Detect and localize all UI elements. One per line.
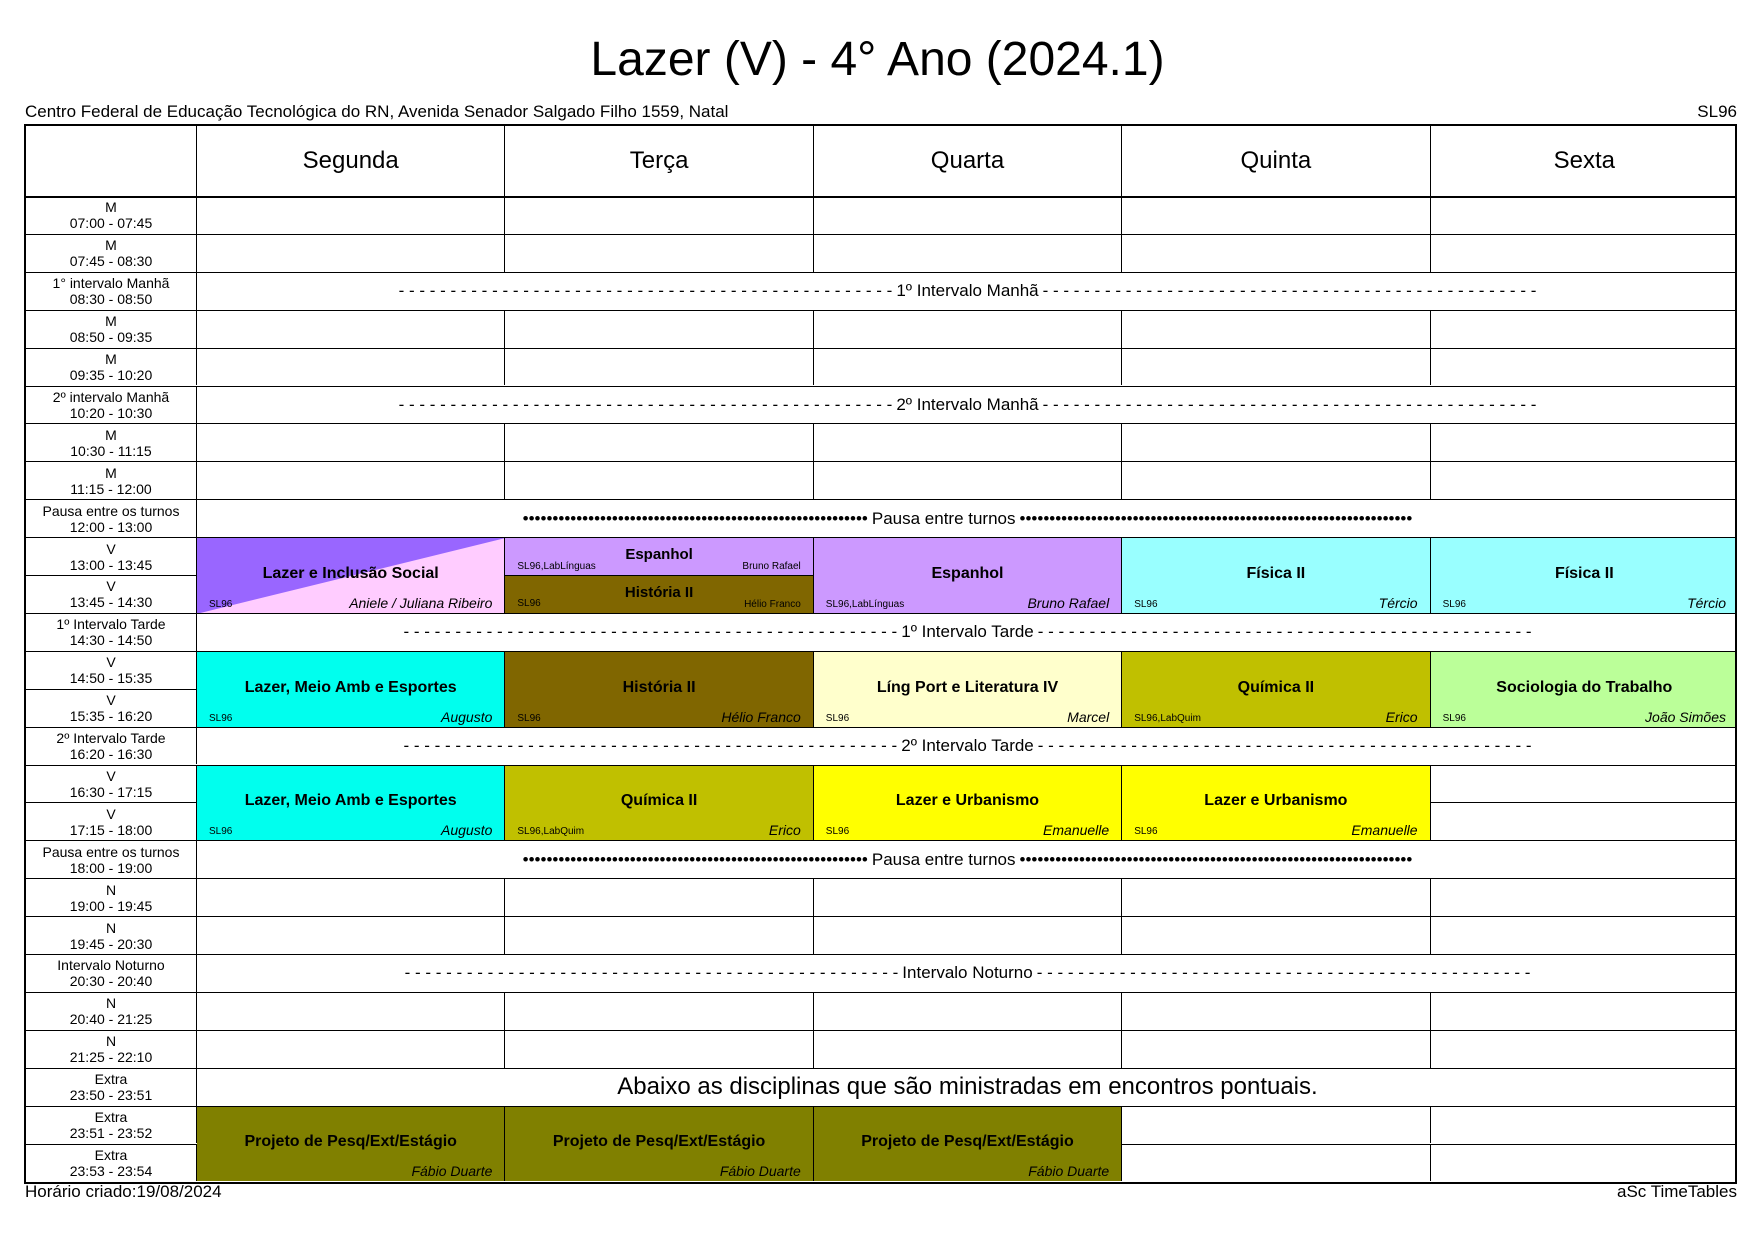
lesson-teacher: Marcel: [1067, 708, 1110, 725]
lesson-subject: Projeto de Pesq/Ext/Estágio: [244, 1133, 457, 1151]
lesson-subject: Química II: [1237, 678, 1315, 696]
lesson-teacher: Emanuelle: [1351, 822, 1418, 839]
break-label: 1º Intervalo Tarde: [901, 622, 1034, 642]
break-label: Intervalo Noturno: [902, 963, 1033, 983]
lesson-room: SL96: [517, 712, 541, 724]
period-time: 15:35 - 16:20: [69, 708, 153, 725]
period-label: [26, 1030, 197, 1068]
empty-slot[interactable]: [814, 348, 1122, 386]
period-time: 23:53 - 23:54: [69, 1162, 153, 1179]
empty-slot[interactable]: [1431, 878, 1737, 916]
break-leader: - - - - - - - - - - - - - - - - - - - - - - - - - - - - - - - - - - - - - - - - - - - - - - - -: [398, 394, 893, 414]
empty-slot[interactable]: [197, 310, 505, 348]
empty-slot[interactable]: [1122, 992, 1430, 1030]
lesson-subject: Projeto de Pesq/Ext/Estágio: [552, 1133, 766, 1151]
empty-slot[interactable]: [505, 1030, 813, 1068]
period-label: [26, 234, 197, 272]
empty-slot[interactable]: [197, 423, 505, 461]
period-label: [26, 802, 197, 840]
period-time: 20:40 - 21:25: [69, 1011, 153, 1028]
period-time: 13:00 - 13:45: [69, 556, 153, 573]
empty-slot[interactable]: [197, 878, 505, 916]
lesson-teacher: Erico: [1385, 708, 1418, 725]
period-time: 10:30 - 11:15: [70, 442, 152, 459]
lesson-teacher: Fábio Duarte: [719, 1163, 801, 1180]
empty-slot[interactable]: [814, 916, 1122, 954]
period-label: [26, 878, 197, 916]
day-header-1: Segunda: [197, 126, 505, 196]
lesson-card[interactable]: [1122, 765, 1430, 841]
lesson-card[interactable]: [197, 765, 505, 841]
period-label: [26, 727, 197, 765]
break-label: Abaixo as disciplinas que são ministradas em encontros pontuais.: [617, 1073, 1318, 1101]
period-label: [26, 386, 197, 424]
lesson-room: SL96: [825, 826, 850, 838]
break-label: 1º Intervalo Manhã: [896, 281, 1039, 301]
lesson-room: SL96: [825, 712, 850, 724]
period-time: 11:15 - 12:00: [70, 480, 152, 497]
break-leader: - - - - - - - - - - - - - - - - - - - - - - - - - - - - - - - - - - - - - - - - - - - - - - - -: [1042, 394, 1537, 414]
empty-slot[interactable]: [1122, 196, 1430, 234]
lesson-teacher: Fábio Duarte: [411, 1163, 493, 1180]
break-row: [197, 727, 1737, 765]
lesson-subject: Lazer e Inclusão Social: [262, 564, 439, 582]
empty-slot[interactable]: [1431, 234, 1737, 272]
break-leader: ••••••••••••••••••••••••••••••••••••••••••••••••••••••••••: [522, 849, 868, 869]
period-name: Extra: [94, 1071, 128, 1088]
period-time: 23:51 - 23:52: [69, 1125, 153, 1142]
empty-slot[interactable]: [814, 992, 1122, 1030]
empty-slot[interactable]: [1122, 461, 1430, 499]
day-header-4: Quinta: [1122, 126, 1430, 196]
break-row: [197, 1068, 1737, 1106]
lesson-room: SL96,LabLínguas: [517, 560, 596, 572]
lesson-room: SL96: [209, 712, 233, 724]
empty-slot[interactable]: [1122, 348, 1430, 386]
empty-slot[interactable]: [505, 916, 813, 954]
period-label: [26, 916, 197, 954]
empty-slot[interactable]: [1122, 310, 1430, 348]
lesson-card[interactable]: [197, 651, 505, 727]
period-label: [26, 992, 197, 1030]
period-label: [26, 613, 197, 651]
empty-slot[interactable]: [1431, 461, 1737, 499]
lesson-subject: Lazer, Meio Amb e Esportes: [244, 678, 457, 696]
lesson-room: SL96: [517, 597, 541, 609]
empty-slot[interactable]: [197, 1030, 505, 1068]
break-leader: ••••••••••••••••••••••••••••••••••••••••••••••••••••••••••••••••••: [1019, 849, 1413, 869]
lesson-card[interactable]: [814, 651, 1122, 727]
empty-slot[interactable]: [505, 234, 813, 272]
period-time: 13:45 - 14:30: [69, 594, 153, 611]
lesson-room: SL96,LabLínguas: [825, 598, 905, 610]
empty-slot[interactable]: [1431, 196, 1737, 234]
lesson-subject: Sociologia do Trabalho: [1496, 678, 1673, 696]
period-name: N: [105, 1033, 117, 1050]
empty-slot[interactable]: [814, 423, 1122, 461]
empty-slot[interactable]: [1122, 878, 1430, 916]
period-label: [26, 954, 197, 992]
break-leader: - - - - - - - - - - - - - - - - - - - - - - - - - - - - - - - - - - - - - - - - - - - - - - - -: [1037, 736, 1532, 756]
empty-slot[interactable]: [814, 310, 1122, 348]
empty-slot[interactable]: [1431, 992, 1737, 1030]
break-leader: - - - - - - - - - - - - - - - - - - - - - - - - - - - - - - - - - - - - - - - - - - - - - - - -: [404, 963, 899, 983]
period-name: Intervalo Noturno: [57, 957, 165, 974]
empty-slot[interactable]: [814, 878, 1122, 916]
empty-slot[interactable]: [1431, 802, 1737, 840]
period-label: [26, 1144, 197, 1182]
lesson-subject: Espanhol: [625, 546, 693, 564]
period-label: [26, 348, 197, 386]
empty-slot[interactable]: [1431, 765, 1737, 803]
period-name: 2º intervalo Manhã: [52, 388, 170, 405]
empty-slot[interactable]: [1431, 348, 1737, 386]
empty-slot[interactable]: [197, 348, 505, 386]
day-header-3: Quarta: [814, 126, 1122, 196]
lesson-subject: História II: [624, 584, 694, 601]
empty-slot[interactable]: [1431, 423, 1737, 461]
header-corner: [26, 126, 197, 196]
period-time: 19:45 - 20:30: [69, 935, 153, 952]
period-time: 12:00 - 13:00: [69, 518, 153, 535]
period-name: V: [106, 805, 116, 822]
empty-slot[interactable]: [1122, 916, 1430, 954]
period-label: [26, 840, 197, 878]
period-label: [26, 310, 197, 348]
lesson-card[interactable]: [505, 1106, 813, 1182]
break-leader: - - - - - - - - - - - - - - - - - - - - - - - - - - - - - - - - - - - - - - - - - - - - - - - -: [398, 281, 893, 301]
software-credit: aSc TimeTables: [1617, 1182, 1737, 1201]
break-label: 2º Intervalo Manhã: [896, 394, 1039, 414]
lesson-subject: Lazer e Urbanismo: [1204, 792, 1348, 810]
period-name: M: [105, 426, 117, 443]
lesson-teacher: Augusto: [441, 708, 493, 725]
school-address: Centro Federal de Educação Tecnológica do RN, Avenida Senador Salgado Filho 1559, Natal: [25, 102, 729, 121]
break-row: [197, 272, 1737, 310]
lesson-room: SL96: [1442, 598, 1466, 610]
period-time: 07:45 - 08:30: [69, 253, 153, 270]
break-row: [197, 499, 1737, 537]
period-time: 21:25 - 22:10: [69, 1049, 153, 1066]
period-time: 14:50 - 15:35: [69, 670, 153, 687]
empty-slot[interactable]: [197, 234, 505, 272]
period-time: 08:50 - 09:35: [69, 329, 153, 346]
period-label: [26, 575, 197, 613]
lesson-subject: Espanhol: [931, 564, 1004, 582]
break-leader: - - - - - - - - - - - - - - - - - - - - - - - - - - - - - - - - - - - - - - - - - - - - - - - -: [403, 622, 898, 642]
period-name: Pausa entre os turnos: [42, 843, 180, 860]
lesson-teacher: Emanuelle: [1043, 822, 1110, 839]
period-time: 18:00 - 19:00: [69, 859, 153, 876]
period-label: [26, 537, 197, 575]
period-label: [26, 1068, 197, 1106]
lesson-room: SL96,LabQuim: [517, 826, 585, 838]
period-name: Extra: [94, 1146, 128, 1163]
empty-slot[interactable]: [1431, 1144, 1737, 1182]
lesson-card[interactable]: [814, 1106, 1122, 1182]
lesson-card[interactable]: [197, 537, 505, 613]
break-leader: ••••••••••••••••••••••••••••••••••••••••••••••••••••••••••••••••••: [1019, 508, 1413, 528]
lesson-card[interactable]: [1122, 537, 1430, 613]
day-header-5: Sexta: [1431, 126, 1737, 196]
period-time: 10:20 - 10:30: [69, 404, 153, 421]
lesson-teacher: Tércio: [1687, 594, 1726, 611]
lesson-card[interactable]: [505, 537, 813, 575]
lesson-subject: Líng Port e Literatura IV: [876, 678, 1059, 696]
empty-slot[interactable]: [814, 461, 1122, 499]
lesson-card[interactable]: [505, 575, 813, 613]
empty-slot[interactable]: [1122, 234, 1430, 272]
period-time: 20:30 - 20:40: [69, 973, 153, 990]
break-label: 2º Intervalo Tarde: [901, 736, 1034, 756]
period-time: 09:35 - 10:20: [69, 367, 153, 384]
empty-slot[interactable]: [1122, 1144, 1430, 1182]
empty-slot[interactable]: [505, 423, 813, 461]
empty-slot[interactable]: [1122, 423, 1430, 461]
period-name: M: [105, 313, 117, 330]
period-name: Extra: [94, 1109, 128, 1126]
lesson-subject: Física II: [1554, 564, 1614, 582]
lesson-teacher: Tércio: [1378, 594, 1418, 611]
period-name: V: [106, 540, 116, 557]
period-name: 1° intervalo Manhã: [52, 275, 170, 292]
empty-slot[interactable]: [197, 196, 505, 234]
period-label: [26, 499, 197, 537]
break-row: [197, 386, 1737, 424]
period-name: 1º Intervalo Tarde: [56, 616, 166, 633]
lesson-card[interactable]: [814, 765, 1122, 841]
empty-slot[interactable]: [505, 461, 813, 499]
period-name: 2º Intervalo Tarde: [56, 730, 166, 747]
empty-slot[interactable]: [505, 992, 813, 1030]
break-leader: - - - - - - - - - - - - - - - - - - - - - - - - - - - - - - - - - - - - - - - - - - - - - - - -: [1037, 622, 1532, 642]
period-time: 17:15 - 18:00: [69, 821, 153, 838]
period-time: 07:00 - 07:45: [69, 215, 153, 232]
lesson-room: SL96: [1134, 598, 1158, 610]
empty-slot[interactable]: [505, 878, 813, 916]
lesson-card[interactable]: [1122, 651, 1430, 727]
lesson-room: SL96: [1442, 712, 1466, 724]
lesson-teacher: Bruno Rafael: [742, 560, 801, 572]
lesson-teacher: Aniele / Juliana Ribeiro: [349, 594, 493, 611]
break-leader: - - - - - - - - - - - - - - - - - - - - - - - - - - - - - - - - - - - - - - - - - - - - - - - -: [1042, 281, 1537, 301]
lesson-teacher: Hélio Franco: [721, 708, 801, 725]
period-name: M: [105, 351, 117, 368]
lesson-subject: Química II: [620, 792, 698, 810]
lesson-teacher: Erico: [768, 822, 801, 839]
period-time: 14:30 - 14:50: [69, 632, 153, 649]
created-date: Horário criado:19/08/2024: [25, 1182, 222, 1201]
break-row: [197, 954, 1737, 992]
empty-slot[interactable]: [814, 234, 1122, 272]
period-name: V: [106, 767, 116, 784]
empty-slot[interactable]: [505, 348, 813, 386]
period-label: [26, 765, 197, 803]
empty-slot[interactable]: [1431, 916, 1737, 954]
lesson-subject: Física II: [1246, 564, 1306, 582]
period-label: [26, 196, 197, 234]
empty-slot[interactable]: [197, 992, 505, 1030]
lesson-card[interactable]: [505, 651, 813, 727]
timetable-title: Lazer (V) - 4° Ano (2024.1): [590, 33, 1165, 86]
period-label: [26, 423, 197, 461]
lesson-card[interactable]: [1431, 651, 1737, 727]
break-row: [197, 840, 1737, 878]
lesson-room: SL96,LabQuim: [1134, 712, 1201, 724]
period-name: V: [106, 692, 116, 709]
lesson-subject: Lazer, Meio Amb e Esportes: [244, 792, 457, 810]
period-label: [26, 272, 197, 310]
break-row: [197, 613, 1737, 651]
empty-slot[interactable]: [505, 196, 813, 234]
lesson-room: SL96: [209, 826, 233, 838]
lesson-subject: Projeto de Pesq/Ext/Estágio: [861, 1133, 1074, 1151]
empty-slot[interactable]: [1431, 310, 1737, 348]
lesson-teacher: Fábio Duarte: [1028, 1163, 1110, 1180]
period-name: V: [106, 654, 116, 671]
lesson-card[interactable]: [197, 1106, 505, 1182]
period-name: M: [105, 464, 117, 481]
period-label: [26, 689, 197, 727]
day-header-2: Terça: [505, 126, 813, 196]
lesson-card[interactable]: [814, 537, 1122, 613]
lesson-subject: Lazer e Urbanismo: [895, 792, 1040, 810]
lesson-card[interactable]: [505, 765, 813, 841]
period-time: 19:00 - 19:45: [69, 897, 153, 914]
period-name: N: [105, 919, 117, 936]
period-name: V: [106, 578, 116, 595]
period-label: [26, 651, 197, 689]
period-label: [26, 1106, 197, 1144]
lesson-teacher: Augusto: [441, 822, 493, 839]
period-time: 08:30 - 08:50: [69, 291, 153, 308]
room-code: SL96: [1697, 102, 1737, 121]
break-leader: - - - - - - - - - - - - - - - - - - - - - - - - - - - - - - - - - - - - - - - - - - - - - - - -: [1036, 963, 1531, 983]
period-name: M: [105, 199, 117, 216]
empty-slot[interactable]: [197, 916, 505, 954]
lesson-room: SL96: [209, 598, 233, 610]
empty-slot[interactable]: [1122, 1106, 1430, 1144]
empty-slot[interactable]: [814, 1030, 1122, 1068]
break-leader: ••••••••••••••••••••••••••••••••••••••••••••••••••••••••••: [522, 508, 868, 528]
empty-slot[interactable]: [1431, 1106, 1737, 1144]
break-label: Pausa entre turnos: [871, 849, 1016, 869]
period-time: 16:30 - 17:15: [69, 783, 153, 800]
lesson-room: SL96: [1134, 826, 1158, 838]
period-name: Pausa entre os turnos: [42, 502, 180, 519]
empty-slot[interactable]: [505, 310, 813, 348]
empty-slot[interactable]: [197, 461, 505, 499]
lesson-teacher: Bruno Rafael: [1027, 594, 1110, 611]
lesson-teacher: Hélio Franco: [744, 598, 801, 610]
empty-slot[interactable]: [814, 196, 1122, 234]
lesson-teacher: João Simões: [1645, 708, 1726, 725]
empty-slot[interactable]: [1431, 1030, 1737, 1068]
period-name: N: [105, 881, 117, 898]
period-name: N: [105, 995, 117, 1012]
lesson-card[interactable]: [1431, 537, 1737, 613]
period-time: 23:50 - 23:51: [69, 1087, 153, 1104]
break-label: Pausa entre turnos: [871, 508, 1016, 528]
lesson-subject: História II: [622, 678, 696, 696]
period-name: M: [105, 237, 117, 254]
period-time: 16:20 - 16:30: [69, 746, 153, 763]
period-label: [26, 461, 197, 499]
break-leader: - - - - - - - - - - - - - - - - - - - - - - - - - - - - - - - - - - - - - - - - - - - - - - - -: [403, 736, 898, 756]
empty-slot[interactable]: [1122, 1030, 1430, 1068]
timetable-grid: [24, 124, 1737, 1184]
